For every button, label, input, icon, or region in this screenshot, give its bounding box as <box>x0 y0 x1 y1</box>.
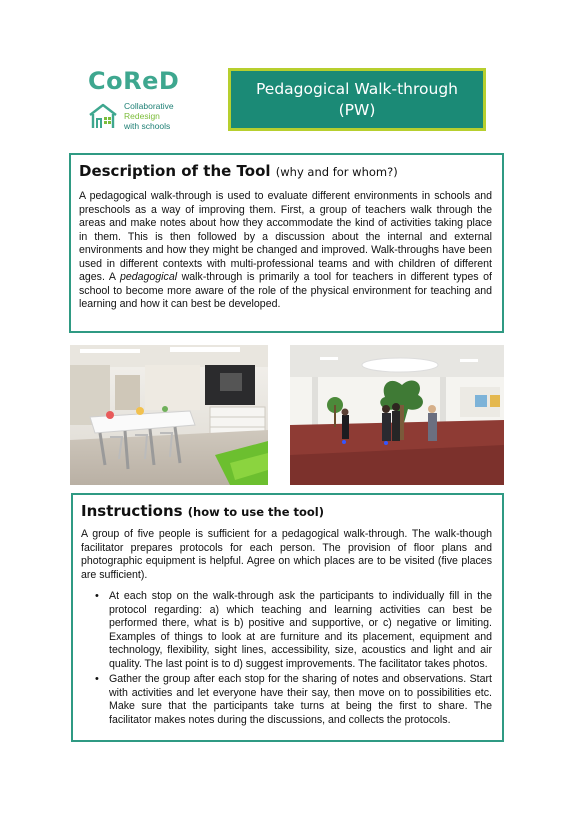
logo-tagline-3: with schools <box>124 121 171 131</box>
instructions-heading-sub: (how to use the tool) <box>187 505 324 519</box>
instructions-panel <box>71 493 504 742</box>
logo-wordmark: CoReD <box>88 67 180 95</box>
instructions-intro: A group of five people is sufficient for a pedagogical walk-through. The walk-though facilitator prepares protocols for each person. The provision of floor plans and photographic equipment is helpful. Agree on which places are to be visited (five places are sufficient). <box>81 528 492 581</box>
cored-logo <box>88 67 198 131</box>
description-text-2: walk-through is primarily a tool for teachers in different types of school to become more aware of the role of the physical environment for teaching and learning and how it can best be developed. <box>79 271 492 310</box>
classroom-photo <box>70 345 268 485</box>
logo-tagline-1: Collaborative <box>124 101 174 111</box>
house-icon <box>88 103 118 129</box>
logo-tagline-2: Redesign <box>124 111 160 121</box>
description-text-italic: pedagogical <box>119 271 178 283</box>
page-title-line-1: Pedagogical Walk-through <box>256 80 458 98</box>
page-title <box>228 68 486 131</box>
instructions-heading-text: Instructions <box>81 502 183 520</box>
school-hall-photo <box>290 345 504 485</box>
description-panel <box>69 153 504 333</box>
logo-tagline <box>124 101 174 131</box>
instructions-heading <box>73 495 502 522</box>
logo-subline <box>88 101 208 133</box>
description-text-1: A pedagogical walk-through is used to evaluate different environments in schools and preschools as a way of improving them. First, a group of teachers walk through the areas and make notes about how they accommodate the kind of activities taking place in them. This is then followed by a discussion about the internal and external environments and how they might be changed and improved. Walk-throughs have been used in different contexts with multi-professional teams and with children of different ages. A <box>79 190 492 283</box>
list-item: • Gather the group after each stop for the sharing of notes and observations. Start with activities and let everyone have their say, then move on to possibilities etc. Make sure that the participants take turns at being the first to share. The facilitator makes notes during the discussions, and collects the protocols. <box>95 673 492 727</box>
description-heading-sub: (why and for whom?) <box>275 165 398 179</box>
page-title-line-2: (PW) <box>338 101 376 119</box>
description-heading-text: Description of the Tool <box>79 162 271 180</box>
list-item: • At each stop on the walk-through ask the participants to individually fill in the protocol regarding: a) which teaching and learning activities can best be performed there, what is b) positive and supportive, or c) negative or limiting. Examples of things to look at are furniture and its placement, equipment and technology, flexibility, sight lines, accessibility, size, acoustics and light and air quality. The last point is to d) suggest improvements. The facilitator takes photos. <box>95 590 492 671</box>
description-heading <box>71 155 502 182</box>
description-text <box>79 190 492 312</box>
instructions-list <box>95 590 492 727</box>
